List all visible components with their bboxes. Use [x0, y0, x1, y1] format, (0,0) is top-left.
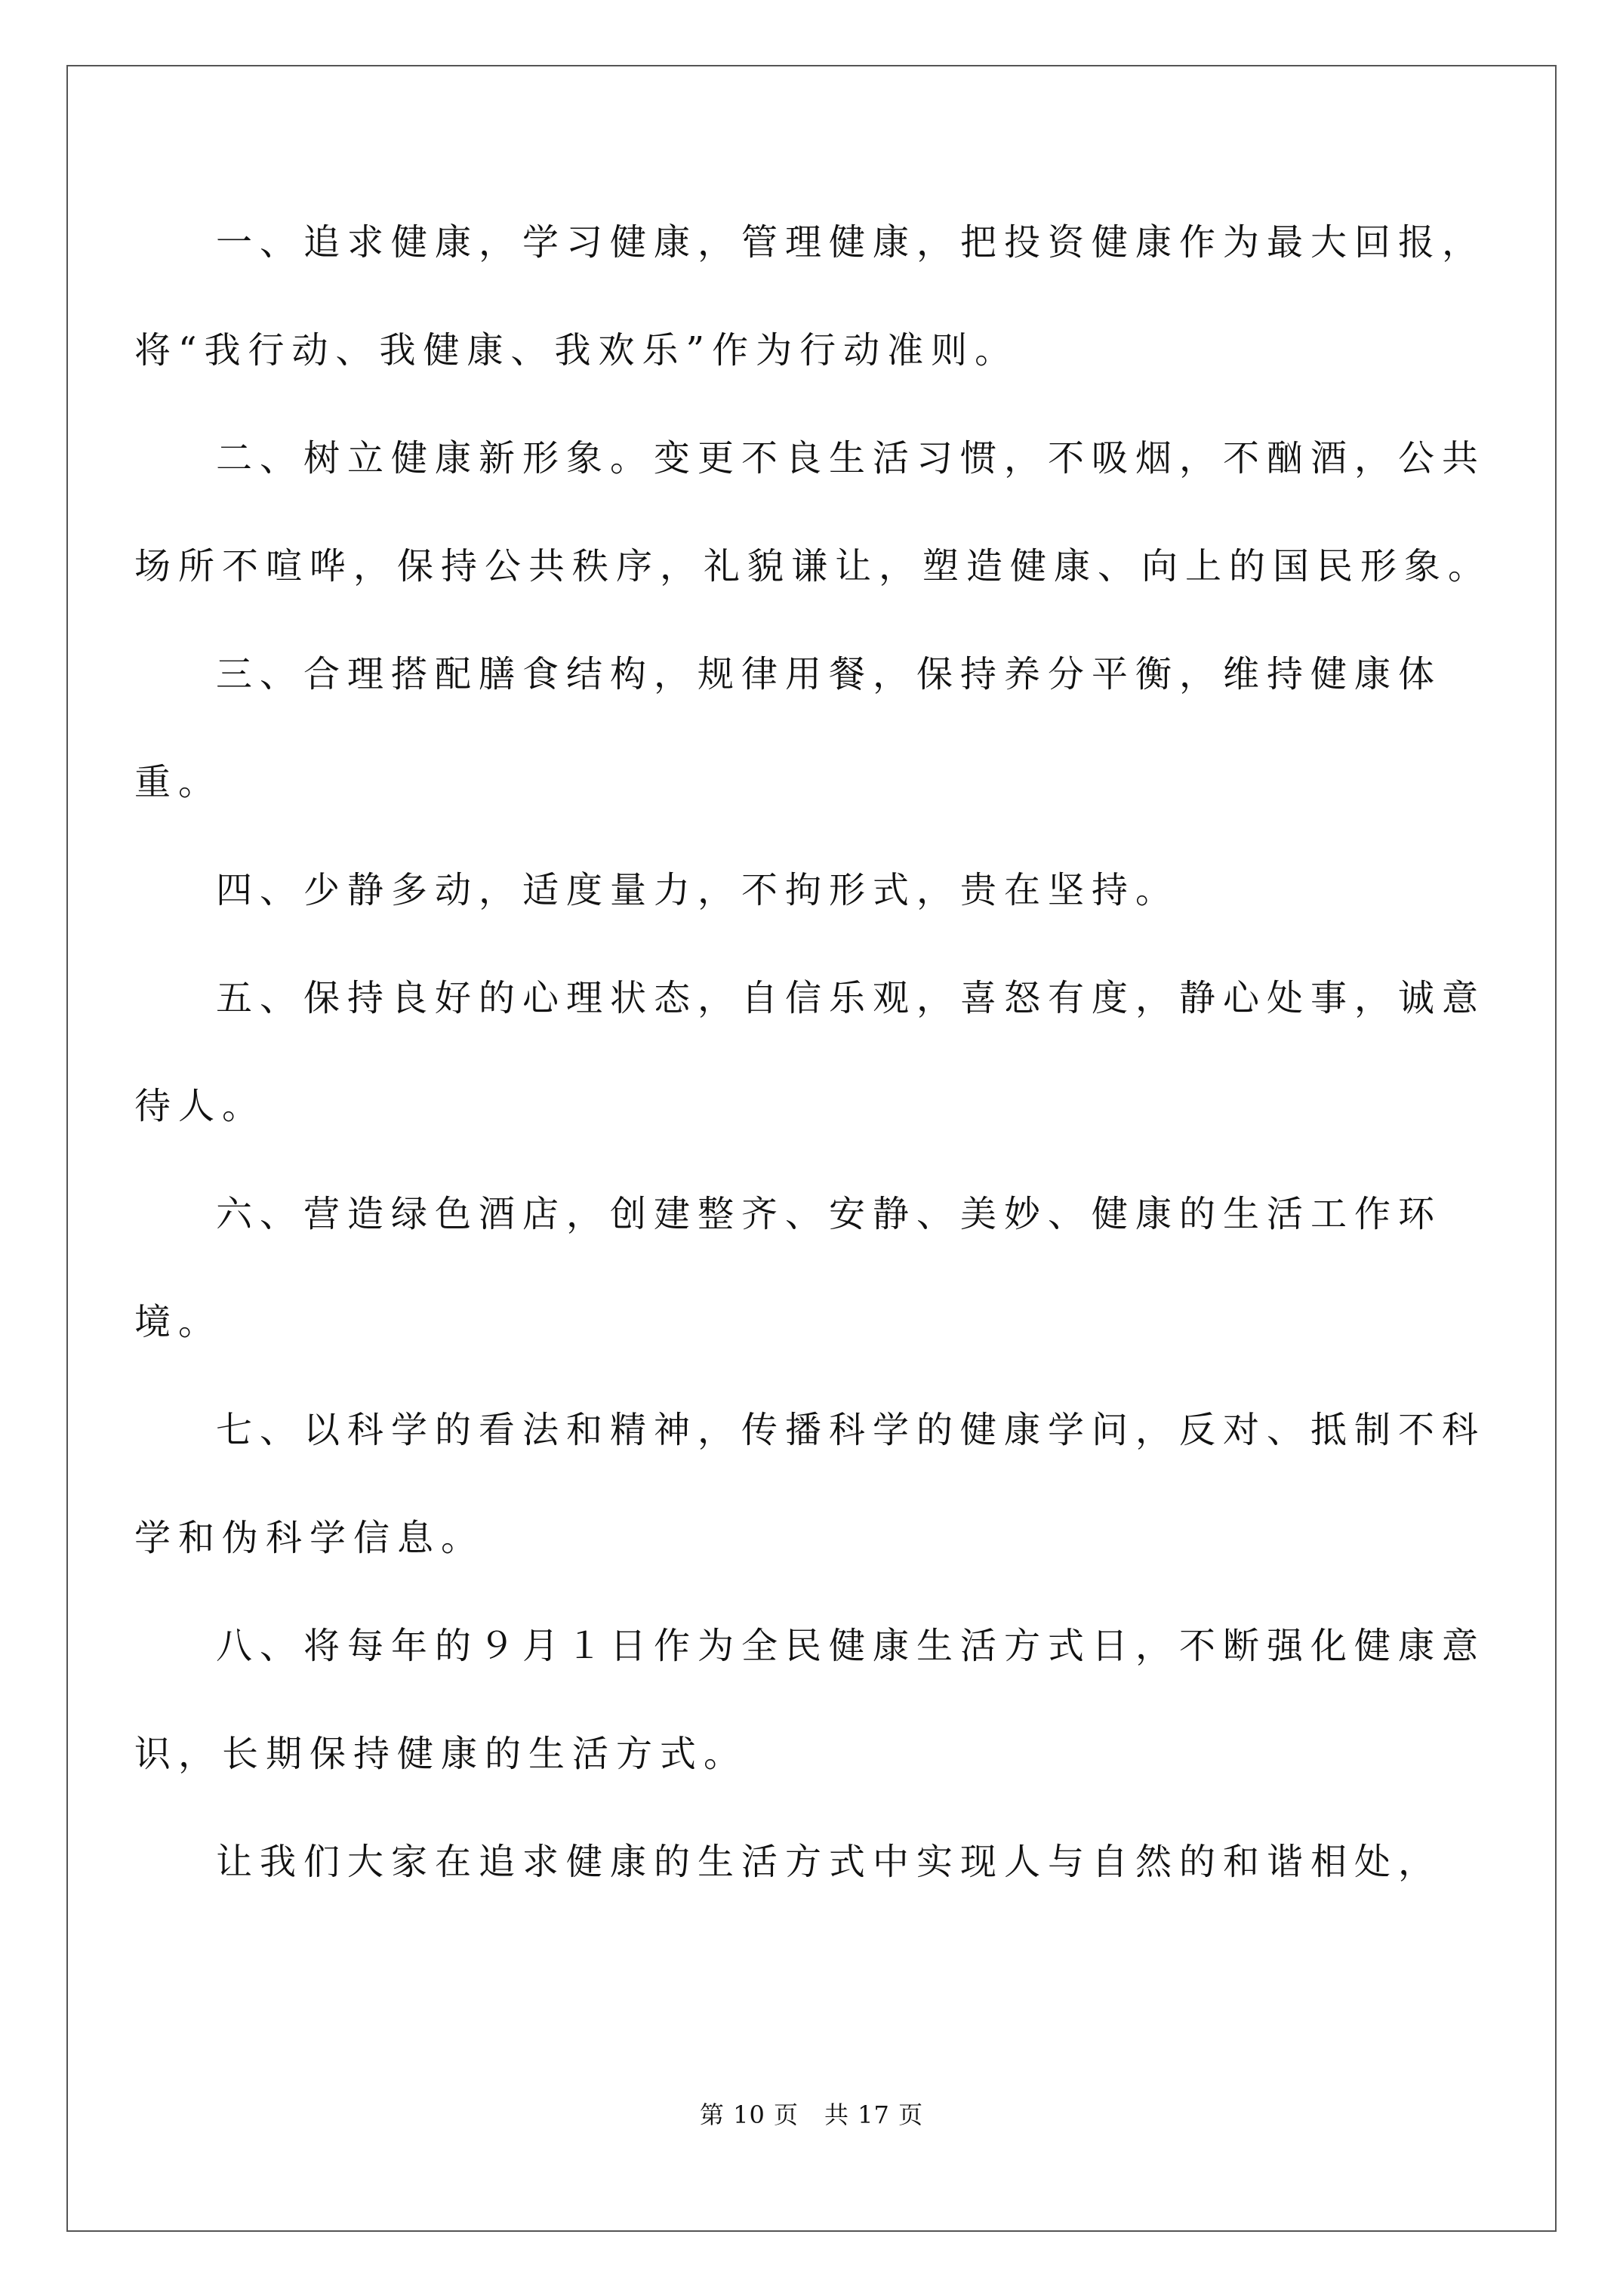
- paragraph-2: 二、树立健康新形象。变更不良生活习惯，不吸烟，不酗酒，公共场所不喧哗，保持公共秩序，礼貌谦让，塑造健康、向上的国民形象。: [134, 437, 1492, 587]
- paragraph-4: 四、少静多动，适度量力，不拘形式，贵在坚持。: [216, 869, 1180, 911]
- page-number-total: 共 17 页: [824, 2100, 924, 2129]
- paragraph-8: 八、将每年的９月１日作为全民健康生活方式日，不断强化健康意识，长期保持健康的生活方式。: [134, 1625, 1486, 1775]
- paragraph-5: 五、保持良好的心理状态，自信乐观，喜怒有度，静心处事，诚意待人。: [134, 977, 1486, 1127]
- document-body: [134, 189, 1493, 1916]
- page-number-current: 第 10 页: [699, 2100, 799, 2129]
- paragraph-7: 七、以科学的看法和精神，传播科学的健康学问，反对、抵制不科学和伪科学信息。: [134, 1409, 1486, 1559]
- paragraph-6: 六、营造绿色酒店，创建整齐、安静、美妙、健康的生活工作环境。: [134, 1193, 1443, 1343]
- paragraph-1: 一、追求健康，学习健康，管理健康，把投资健康作为最大回报，将“我行动、我健康、我欢乐”作为行动准则。: [134, 221, 1486, 371]
- paragraph-3: 三、合理搭配膳食结构，规律用餐，保持养分平衡，维持健康体重。: [134, 653, 1443, 803]
- page-footer: [0, 2096, 1623, 2131]
- paragraph-9: 让我们大家在追求健康的生活方式中实现人与自然的和谐相处，: [216, 1841, 1443, 1883]
